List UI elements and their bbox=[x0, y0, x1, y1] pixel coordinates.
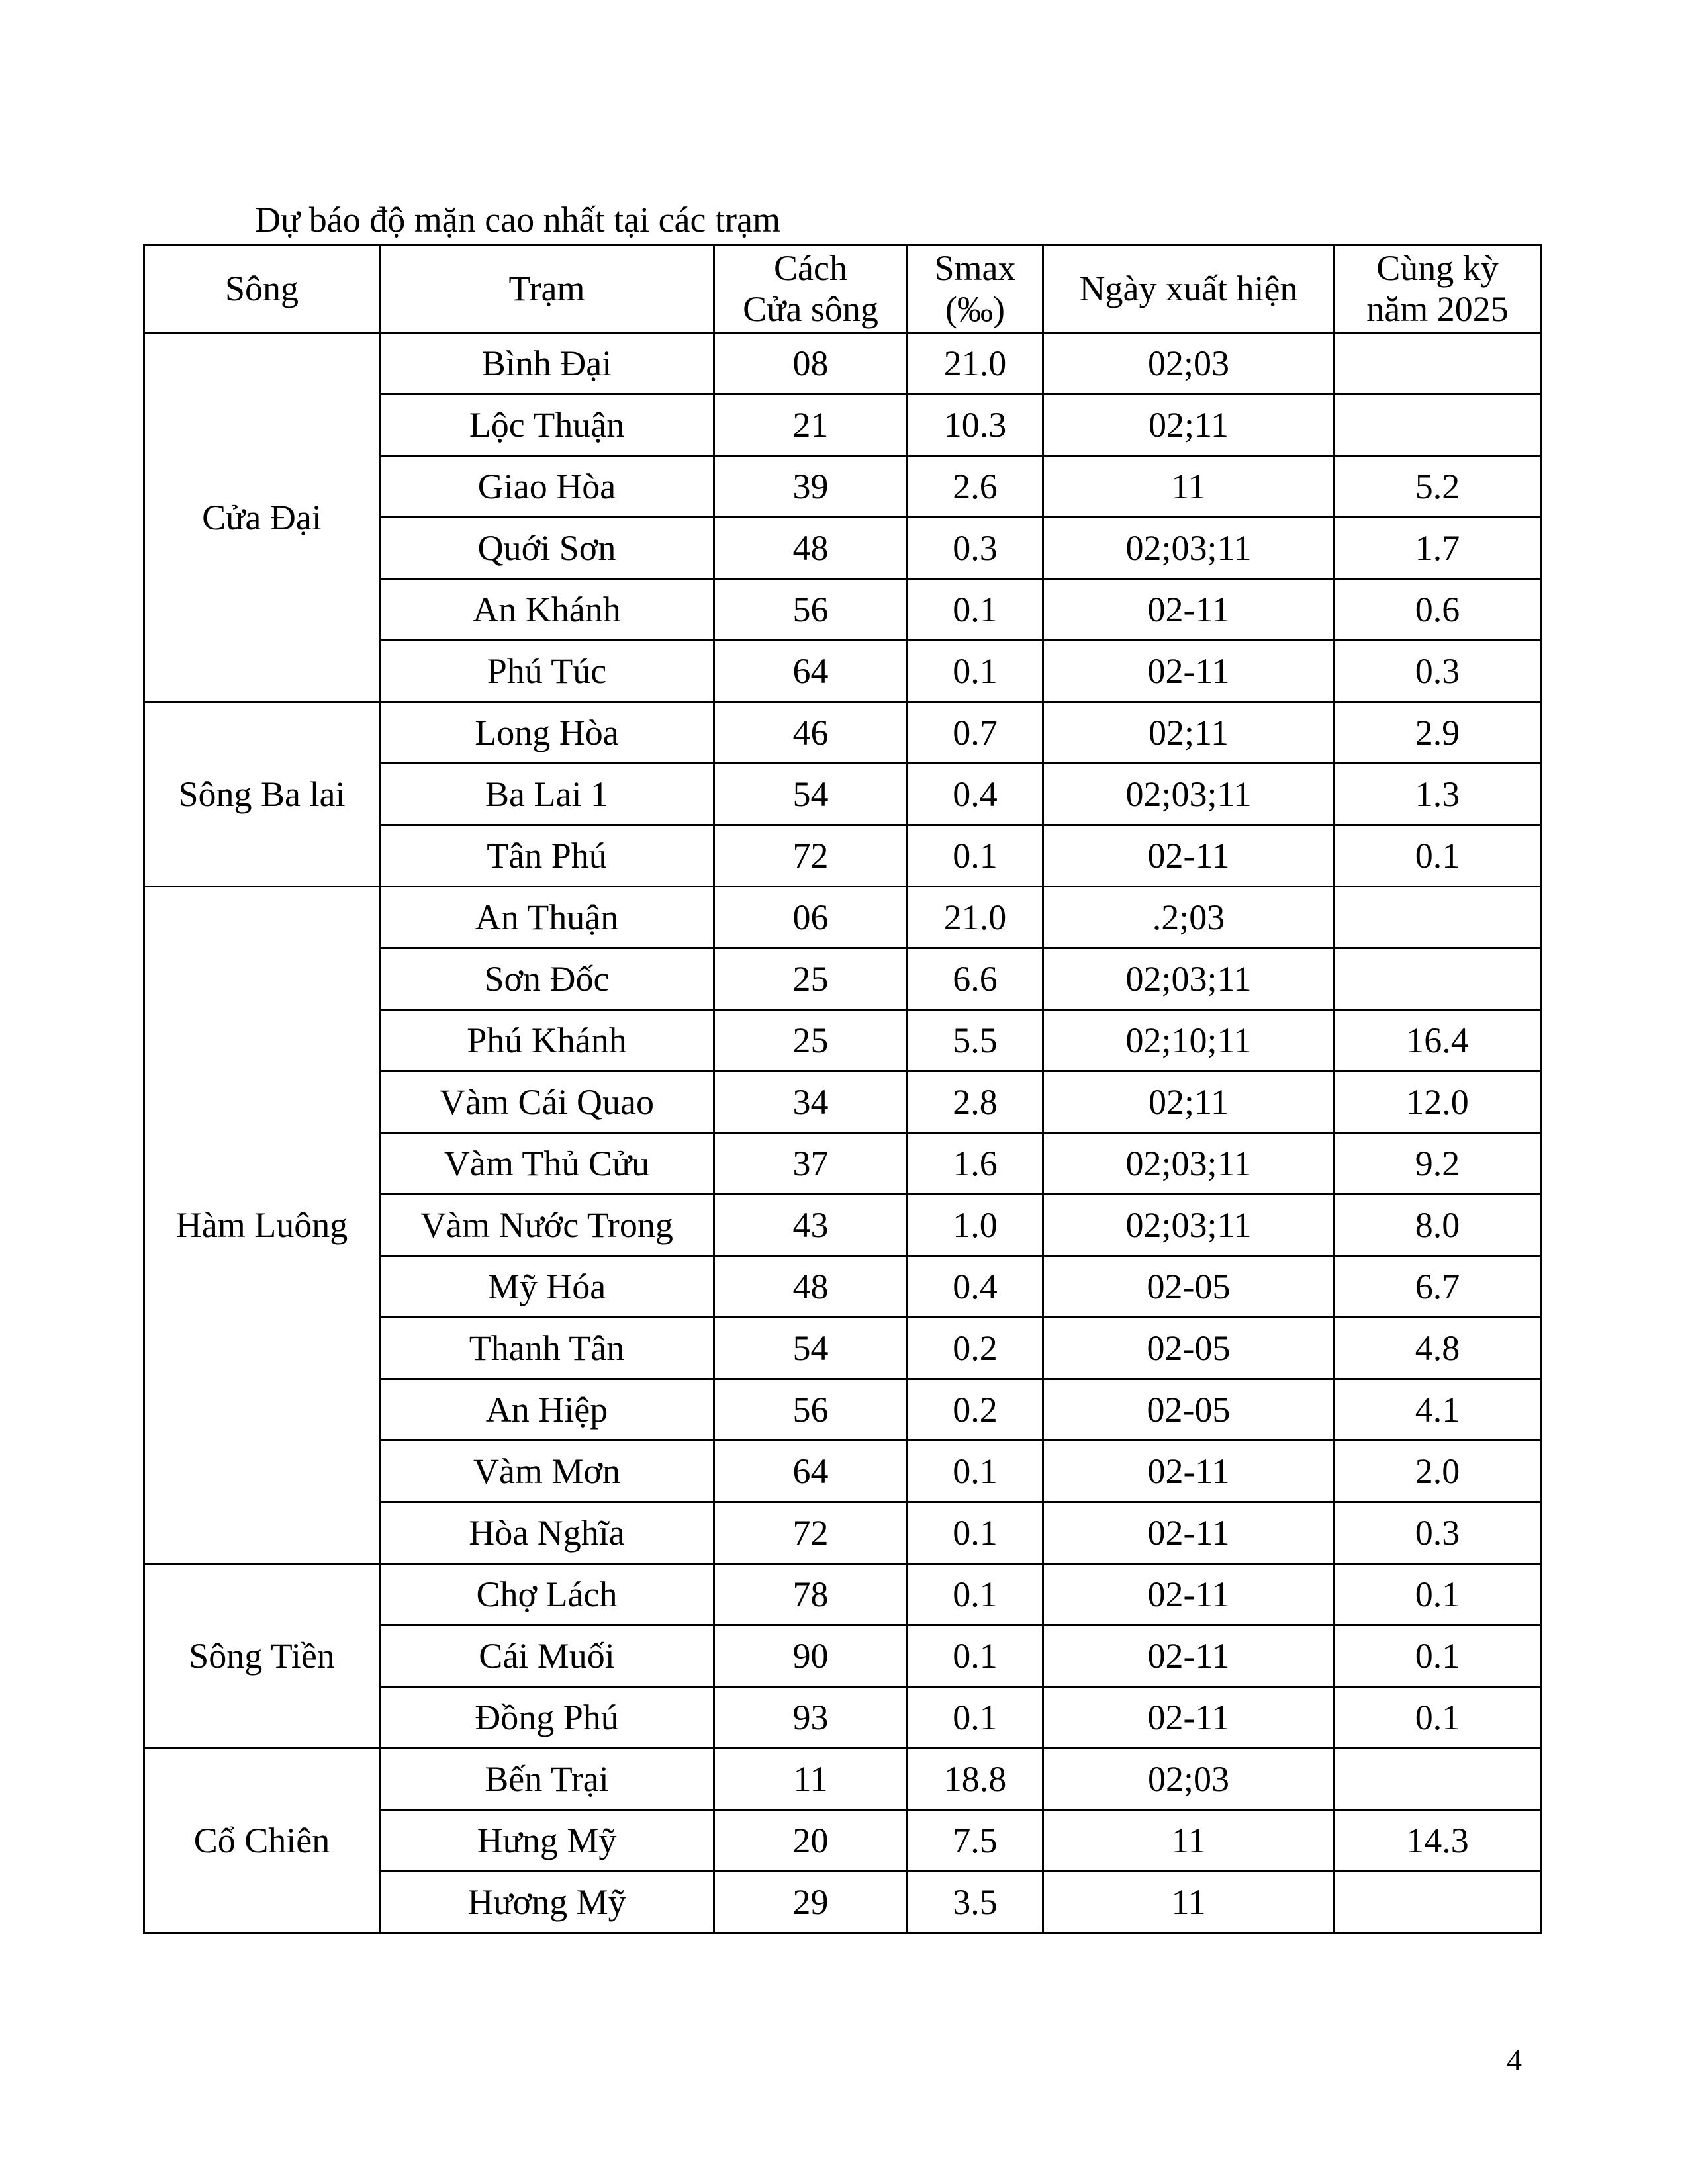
station-cell: Cái Muối bbox=[380, 1625, 714, 1687]
station-cell: Hưng Mỹ bbox=[380, 1810, 714, 1872]
station-cell: An Thuận bbox=[380, 887, 714, 948]
station-cell: Phú Khánh bbox=[380, 1010, 714, 1071]
river-cell: Sông Tiền bbox=[144, 1564, 380, 1749]
same-period-cell: 4.8 bbox=[1335, 1318, 1541, 1379]
distance-cell: 56 bbox=[714, 1379, 908, 1441]
same-period-cell: 0.1 bbox=[1335, 1687, 1541, 1749]
station-cell: Bình Đại bbox=[380, 333, 714, 394]
table-row bbox=[144, 702, 1541, 764]
same-period-cell: 0.1 bbox=[1335, 1625, 1541, 1687]
same-period-cell: 0.6 bbox=[1335, 579, 1541, 641]
same-period-cell: 16.4 bbox=[1335, 1010, 1541, 1071]
header-distance: Cách Cửa sông bbox=[714, 245, 908, 333]
smax-cell: 0.1 bbox=[908, 641, 1043, 702]
station-cell: Quới Sơn bbox=[380, 518, 714, 579]
station-cell: An Hiệp bbox=[380, 1379, 714, 1441]
distance-cell: 25 bbox=[714, 1010, 908, 1071]
same-period-cell bbox=[1335, 887, 1541, 948]
station-cell: Ba Lai 1 bbox=[380, 764, 714, 825]
distance-cell: 64 bbox=[714, 641, 908, 702]
river-cell: Sông Ba lai bbox=[144, 702, 380, 887]
distance-cell: 54 bbox=[714, 1318, 908, 1379]
header-station: Trạm bbox=[380, 245, 714, 333]
distance-cell: 54 bbox=[714, 764, 908, 825]
table-header-row bbox=[144, 245, 1541, 333]
station-cell: Mỹ Hóa bbox=[380, 1256, 714, 1318]
distance-cell: 64 bbox=[714, 1441, 908, 1502]
station-cell: Đồng Phú bbox=[380, 1687, 714, 1749]
smax-cell: 1.6 bbox=[908, 1133, 1043, 1195]
same-period-cell: 8.0 bbox=[1335, 1195, 1541, 1256]
date-cell: 02;03;11 bbox=[1043, 1133, 1335, 1195]
smax-cell: 0.2 bbox=[908, 1379, 1043, 1441]
table-row bbox=[144, 1564, 1541, 1625]
same-period-cell: 4.1 bbox=[1335, 1379, 1541, 1441]
station-cell: Long Hòa bbox=[380, 702, 714, 764]
date-cell: 02-11 bbox=[1043, 825, 1335, 887]
same-period-cell: 2.9 bbox=[1335, 702, 1541, 764]
distance-cell: 56 bbox=[714, 579, 908, 641]
station-cell: Vàm Thủ Cửu bbox=[380, 1133, 714, 1195]
distance-cell: 48 bbox=[714, 1256, 908, 1318]
same-period-cell: 9.2 bbox=[1335, 1133, 1541, 1195]
distance-cell: 21 bbox=[714, 394, 908, 456]
header-river: Sông bbox=[144, 245, 380, 333]
smax-cell: 21.0 bbox=[908, 887, 1043, 948]
same-period-cell: 0.3 bbox=[1335, 641, 1541, 702]
distance-cell: 72 bbox=[714, 1502, 908, 1564]
distance-cell: 20 bbox=[714, 1810, 908, 1872]
table-row bbox=[144, 887, 1541, 948]
smax-cell: 2.6 bbox=[908, 456, 1043, 518]
distance-cell: 34 bbox=[714, 1071, 908, 1133]
smax-cell: 0.3 bbox=[908, 518, 1043, 579]
smax-cell: 2.8 bbox=[908, 1071, 1043, 1133]
station-cell: Giao Hòa bbox=[380, 456, 714, 518]
table-row bbox=[144, 333, 1541, 394]
smax-cell: 0.1 bbox=[908, 1564, 1043, 1625]
same-period-cell: 14.3 bbox=[1335, 1810, 1541, 1872]
date-cell: 02-05 bbox=[1043, 1379, 1335, 1441]
same-period-cell bbox=[1335, 948, 1541, 1010]
distance-cell: 90 bbox=[714, 1625, 908, 1687]
same-period-cell: 12.0 bbox=[1335, 1071, 1541, 1133]
smax-cell: 6.6 bbox=[908, 948, 1043, 1010]
station-cell: Thanh Tân bbox=[380, 1318, 714, 1379]
smax-cell: 10.3 bbox=[908, 394, 1043, 456]
distance-cell: 08 bbox=[714, 333, 908, 394]
same-period-cell: 1.3 bbox=[1335, 764, 1541, 825]
same-period-cell bbox=[1335, 394, 1541, 456]
same-period-cell: 0.1 bbox=[1335, 825, 1541, 887]
date-cell: 02;03;11 bbox=[1043, 948, 1335, 1010]
date-cell: 02-11 bbox=[1043, 1502, 1335, 1564]
distance-cell: 29 bbox=[714, 1872, 908, 1933]
smax-cell: 1.0 bbox=[908, 1195, 1043, 1256]
station-cell: Phú Túc bbox=[380, 641, 714, 702]
same-period-cell: 5.2 bbox=[1335, 456, 1541, 518]
date-cell: 02;03;11 bbox=[1043, 518, 1335, 579]
station-cell: Vàm Nước Trong bbox=[380, 1195, 714, 1256]
smax-cell: 0.1 bbox=[908, 1441, 1043, 1502]
station-cell: An Khánh bbox=[380, 579, 714, 641]
date-cell: 02;03 bbox=[1043, 333, 1335, 394]
river-cell: Cửa Đại bbox=[144, 333, 380, 702]
distance-cell: 93 bbox=[714, 1687, 908, 1749]
same-period-cell: 2.0 bbox=[1335, 1441, 1541, 1502]
table-row bbox=[144, 1749, 1541, 1810]
distance-cell: 37 bbox=[714, 1133, 908, 1195]
smax-cell: 0.1 bbox=[908, 579, 1043, 641]
same-period-cell: 6.7 bbox=[1335, 1256, 1541, 1318]
header-date: Ngày xuất hiện bbox=[1043, 245, 1335, 333]
station-cell: Tân Phú bbox=[380, 825, 714, 887]
river-cell: Hàm Luông bbox=[144, 887, 380, 1564]
date-cell: 02;11 bbox=[1043, 702, 1335, 764]
date-cell: 02-05 bbox=[1043, 1318, 1335, 1379]
date-cell: 11 bbox=[1043, 1810, 1335, 1872]
date-cell: 02-11 bbox=[1043, 1441, 1335, 1502]
date-cell: 02-11 bbox=[1043, 579, 1335, 641]
distance-cell: 48 bbox=[714, 518, 908, 579]
distance-cell: 46 bbox=[714, 702, 908, 764]
date-cell: 11 bbox=[1043, 456, 1335, 518]
smax-cell: 0.1 bbox=[908, 825, 1043, 887]
distance-cell: 06 bbox=[714, 887, 908, 948]
distance-cell: 72 bbox=[714, 825, 908, 887]
station-cell: Hương Mỹ bbox=[380, 1872, 714, 1933]
river-cell: Cổ Chiên bbox=[144, 1749, 380, 1933]
smax-cell: 0.1 bbox=[908, 1502, 1043, 1564]
date-cell: 02-05 bbox=[1043, 1256, 1335, 1318]
date-cell: 02;11 bbox=[1043, 1071, 1335, 1133]
date-cell: 02-11 bbox=[1043, 1687, 1335, 1749]
same-period-cell: 1.7 bbox=[1335, 518, 1541, 579]
station-cell: Sơn Đốc bbox=[380, 948, 714, 1010]
same-period-cell: 0.3 bbox=[1335, 1502, 1541, 1564]
date-cell: 02;11 bbox=[1043, 394, 1335, 456]
same-period-cell: 0.1 bbox=[1335, 1564, 1541, 1625]
distance-cell: 43 bbox=[714, 1195, 908, 1256]
header-same-period: Cùng kỳ năm 2025 bbox=[1335, 245, 1541, 333]
station-cell: Vàm Cái Quao bbox=[380, 1071, 714, 1133]
table-body bbox=[144, 333, 1541, 1933]
smax-cell: 0.4 bbox=[908, 764, 1043, 825]
smax-cell: 21.0 bbox=[908, 333, 1043, 394]
station-cell: Lộc Thuận bbox=[380, 394, 714, 456]
salinity-forecast-table bbox=[143, 244, 1542, 1934]
smax-cell: 7.5 bbox=[908, 1810, 1043, 1872]
same-period-cell bbox=[1335, 333, 1541, 394]
same-period-cell bbox=[1335, 1749, 1541, 1810]
date-cell: 02;10;11 bbox=[1043, 1010, 1335, 1071]
station-cell: Vàm Mơn bbox=[380, 1441, 714, 1502]
station-cell: Chợ Lách bbox=[380, 1564, 714, 1625]
table-caption: Dự báo độ mặn cao nhất tại các trạm bbox=[255, 200, 780, 240]
date-cell: 11 bbox=[1043, 1872, 1335, 1933]
date-cell: 02;03 bbox=[1043, 1749, 1335, 1810]
distance-cell: 78 bbox=[714, 1564, 908, 1625]
smax-cell: 0.1 bbox=[908, 1625, 1043, 1687]
station-cell: Hòa Nghĩa bbox=[380, 1502, 714, 1564]
station-cell: Bến Trại bbox=[380, 1749, 714, 1810]
smax-cell: 3.5 bbox=[908, 1872, 1043, 1933]
date-cell: 02;03;11 bbox=[1043, 764, 1335, 825]
date-cell: .2;03 bbox=[1043, 887, 1335, 948]
date-cell: 02-11 bbox=[1043, 1625, 1335, 1687]
date-cell: 02-11 bbox=[1043, 641, 1335, 702]
same-period-cell bbox=[1335, 1872, 1541, 1933]
smax-cell: 18.8 bbox=[908, 1749, 1043, 1810]
smax-cell: 5.5 bbox=[908, 1010, 1043, 1071]
distance-cell: 11 bbox=[714, 1749, 908, 1810]
date-cell: 02-11 bbox=[1043, 1564, 1335, 1625]
smax-cell: 0.1 bbox=[908, 1687, 1043, 1749]
distance-cell: 25 bbox=[714, 948, 908, 1010]
page-number: 4 bbox=[1507, 2043, 1522, 2077]
smax-cell: 0.7 bbox=[908, 702, 1043, 764]
smax-cell: 0.2 bbox=[908, 1318, 1043, 1379]
smax-cell: 0.4 bbox=[908, 1256, 1043, 1318]
distance-cell: 39 bbox=[714, 456, 908, 518]
date-cell: 02;03;11 bbox=[1043, 1195, 1335, 1256]
header-smax: Smax (‰) bbox=[908, 245, 1043, 333]
